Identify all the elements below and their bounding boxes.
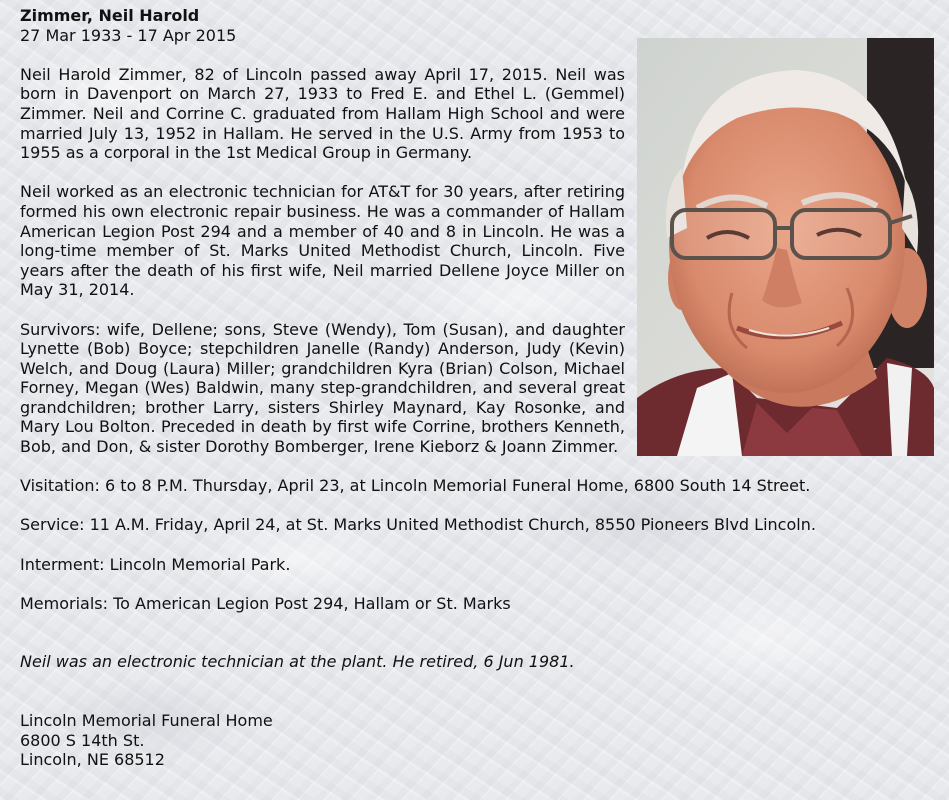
visitation-info: Visitation: 6 to 8 P.M. Thursday, April 23, at Lincoln Memorial Funeral Home, 6800 South 14 Street. [20,476,811,496]
obituary-paragraph-2: Neil worked as an electronic technician for AT&T for 30 years, after retiring formed his own electronic repair business. He was a commander of Hallam American Legion Post 294 and a member of 40 and 8 in Lincoln. He was a long-time member of St. Marks United Methodist Church, Lincoln. Five years after the death of his first wife, Neil married Dellene Joyce Miller on May 31, 2014. [20,182,625,300]
funeral-home-street: 6800 S 14th St. [20,730,145,750]
obituary-paragraph-3: Survivors: wife, Dellene; sons, Steve (Wendy), Tom (Susan), and daughter Lynette (Bob) Boyce; stepchildren Janelle (Randy) Anderson, Judy (Kevin) Welch, and Doug (Laura) Miller; grandchildren Kyra (Brian) Colson, Michael Forney, Megan (Wes) Baldwin, many step-grandchildren, and several great grandchildren; brother Larry, sisters Shirley Maynard, Kay Rosonke, and Mary Lou Bolton. Preceded in death by first wife Corrine, brothers Kenneth, Bob, and Don, & sister Dorothy Bomberger, Irene Kieborz & Joann Zimmer. [20,319,625,457]
memorials-info: Memorials: To American Legion Post 294, Hallam or St. Marks [20,593,511,613]
retirement-note: Neil was an electronic technician at the plant. He retired, 6 Jun 1981. [20,652,575,672]
interment-info: Interment: Lincoln Memorial Park. [20,554,291,574]
obituary-paragraph-1: Neil Harold Zimmer, 82 of Lincoln passed away April 17, 2015. Neil was born in Davenport on March 27, 1933 to Fred E. and Ethel L. (Gemmel) Zimmer. Neil and Corrine C. graduated from Hallam High School and were married July 13, 1952 in Hallam. He served in the U.S. Army from 1953 to 1955 as a corporal in the 1st Medical Group in Germany. [20,64,625,163]
funeral-home-name: Lincoln Memorial Funeral Home [20,711,273,730]
life-dates: 27 Mar 1933 - 17 Apr 2015 [20,25,237,45]
obituary-content [20,6,930,770]
deceased-name: Zimmer, Neil Harold [20,6,200,25]
service-info: Service: 11 A.M. Friday, April 24, at St. Marks United Methodist Church, 8550 Pioneers Blvd Lincoln. [20,515,816,535]
funeral-home-city: Lincoln, NE 68512 [20,750,165,770]
